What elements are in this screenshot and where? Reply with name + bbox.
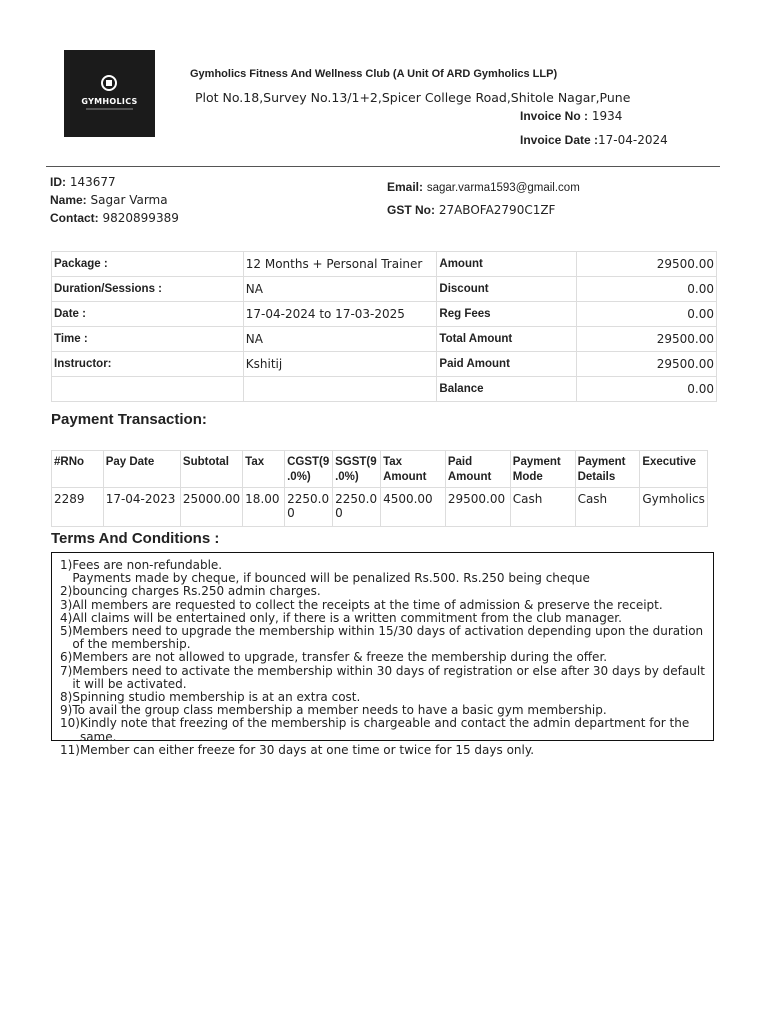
date-value: 17-04-2024 to 17-03-2025 (243, 302, 437, 327)
list-item (60, 651, 713, 664)
payment-table (51, 450, 708, 527)
balance-value: 0.00 (577, 377, 717, 402)
term-text: All members are requested to collect the receipts at the time of admission & preserve the receipt. (72, 597, 663, 612)
empty-value (243, 377, 437, 402)
term-text: Members need to upgrade the membership within 15/30 days of activation depending upon the duration of the membership. (72, 624, 704, 652)
cell-sgst: 2250.0 0 (333, 488, 381, 527)
payment-heading: Payment Transaction: (51, 411, 207, 428)
package-label: Package : (52, 252, 244, 277)
term-number: 7) (60, 663, 73, 678)
amount-value: 29500.00 (577, 252, 717, 277)
term-number: 8) (60, 690, 73, 705)
invoice-number-value: 1934 (591, 109, 623, 123)
term-text: Payments made by cheque, if bounced will be penalized Rs.500. Rs.250 being cheque bouncing charges Rs.250 admin charges. (72, 571, 590, 599)
org-name: Gymholics Fitness And Wellness Club (A Unit Of ARD Gymholics LLP) (190, 68, 558, 80)
table-row (52, 252, 717, 277)
list-item (60, 599, 713, 612)
col-tax-amount: Tax Amount (381, 451, 446, 488)
term-text: Members need to activate the membership within 30 days of registration or else after 30 days by default it will be activated. (72, 663, 705, 691)
total-amount-label: Total Amount (437, 327, 577, 352)
member-name (50, 193, 168, 207)
logo-text: GYMHOLICS (81, 97, 138, 106)
list-item (60, 625, 713, 651)
package-value: 12 Months + Personal Trainer (243, 252, 437, 277)
term-number: 4) (60, 610, 73, 625)
col-executive: Executive (640, 451, 708, 488)
col-sgst: SGST(9 .0%) (333, 451, 381, 488)
table-header-row (52, 451, 708, 488)
table-row (52, 352, 717, 377)
term-number: 10) (60, 716, 80, 731)
date-label: Date : (52, 302, 244, 327)
member-id-value: 143677 (69, 175, 116, 189)
invoice-date (520, 133, 668, 147)
member-gst (387, 203, 555, 217)
table-row (52, 488, 708, 527)
member-id-label: ID: (50, 175, 66, 189)
table-row (52, 277, 717, 302)
empty-label (52, 377, 244, 402)
header-divider (46, 166, 720, 167)
member-contact (50, 211, 179, 225)
total-amount-value: 29500.00 (577, 327, 717, 352)
term-text: Members are not allowed to upgrade, transfer & freeze the membership during the offer. (72, 650, 608, 665)
term-text: Kindly note that freezing of the membership is chargeable and contact the admin department for the same. (79, 716, 690, 744)
member-gst-label: GST No: (387, 203, 435, 217)
col-cgst: CGST(9 .0%) (285, 451, 333, 488)
term-number: 1) (60, 558, 73, 572)
list-item (60, 744, 713, 757)
invoice-number (520, 109, 622, 123)
cell-tax: 18.00 (243, 488, 285, 527)
list-item (60, 665, 713, 691)
package-table (51, 251, 717, 402)
balance-label: Balance (437, 377, 577, 402)
invoice-number-label: Invoice No : (520, 109, 589, 123)
col-pay-date: Pay Date (103, 451, 180, 488)
term-number: 3) (60, 597, 73, 612)
cell-payment-details: Cash (575, 488, 640, 527)
term-text: To avail the group class membership a member needs to have a basic gym membership. (72, 703, 607, 718)
col-rno: #RNo (52, 451, 104, 488)
col-paid-amount: Paid Amount (445, 451, 510, 488)
member-name-label: Name: (50, 193, 87, 207)
term-text: Member can either freeze for 30 days at one time or twice for 15 days only. (79, 742, 535, 757)
list-item (60, 572, 713, 598)
list-item (60, 717, 713, 743)
amount-label: Amount (437, 252, 577, 277)
member-email-label: Email: (387, 180, 424, 194)
term-text: Spinning studio membership is at an extra cost. (72, 690, 361, 705)
terms-box[interactable] (51, 552, 714, 757)
duration-label: Duration/Sessions : (52, 277, 244, 302)
member-gst-value: 27ABOFA2790C1ZF (438, 203, 556, 217)
term-number: 6) (60, 650, 73, 665)
term-text: All claims will be entertained only, if there is a written commitment from the club manager. (72, 610, 622, 625)
table-row (52, 327, 717, 352)
member-email (387, 180, 580, 194)
invoice-date-value: 17-04-2024 (598, 133, 668, 147)
table-row (52, 377, 717, 402)
member-contact-label: Contact: (50, 211, 99, 225)
col-tax: Tax (243, 451, 285, 488)
cell-tax-amount: 4500.00 (381, 488, 446, 527)
reg-fees-value: 0.00 (577, 302, 717, 327)
discount-value: 0.00 (577, 277, 717, 302)
time-value: NA (243, 327, 437, 352)
table-row (52, 302, 717, 327)
terms-heading: Terms And Conditions : (51, 530, 220, 547)
cell-payment-mode: Cash (510, 488, 575, 527)
instructor-label: Instructor: (52, 352, 244, 377)
cell-executive: Gymholics (640, 488, 708, 527)
col-payment-mode: Payment Mode (510, 451, 575, 488)
cell-subtotal: 25000.00 (180, 488, 242, 527)
time-label: Time : (52, 327, 244, 352)
member-email-value: sagar.varma1593@gmail.com (426, 182, 580, 194)
logo-mark-icon (101, 75, 117, 91)
cell-paid-amount: 29500.00 (445, 488, 510, 527)
club-logo (64, 50, 155, 137)
col-subtotal: Subtotal (180, 451, 242, 488)
logo-underline (86, 108, 133, 110)
member-contact-value: 9820899389 (102, 211, 179, 225)
invoice-date-label: Invoice Date : (520, 133, 599, 147)
term-number: 9) (60, 703, 73, 718)
member-id (50, 175, 116, 189)
reg-fees-label: Reg Fees (437, 302, 577, 327)
duration-value: NA (243, 277, 437, 302)
instructor-value: Kshitij (243, 352, 437, 377)
term-number: 2) (60, 584, 73, 599)
term-number: 11) (60, 742, 80, 757)
term-number: 5) (60, 624, 73, 639)
cell-cgst: 2250.0 0 (285, 488, 333, 527)
term-text: Fees are non-refundable. (72, 558, 223, 572)
col-payment-details: Payment Details (575, 451, 640, 488)
member-name-value: Sagar Varma (90, 193, 168, 207)
org-address: Plot No.18,Survey No.13/1+2,Spicer College Road,Shitole Nagar,Pune (195, 90, 631, 105)
cell-rno: 2289 (52, 488, 104, 527)
paid-amount-value: 29500.00 (577, 352, 717, 377)
discount-label: Discount (437, 277, 577, 302)
terms-list (52, 553, 713, 757)
cell-pay-date: 17-04-2023 (103, 488, 180, 527)
paid-amount-label: Paid Amount (437, 352, 577, 377)
